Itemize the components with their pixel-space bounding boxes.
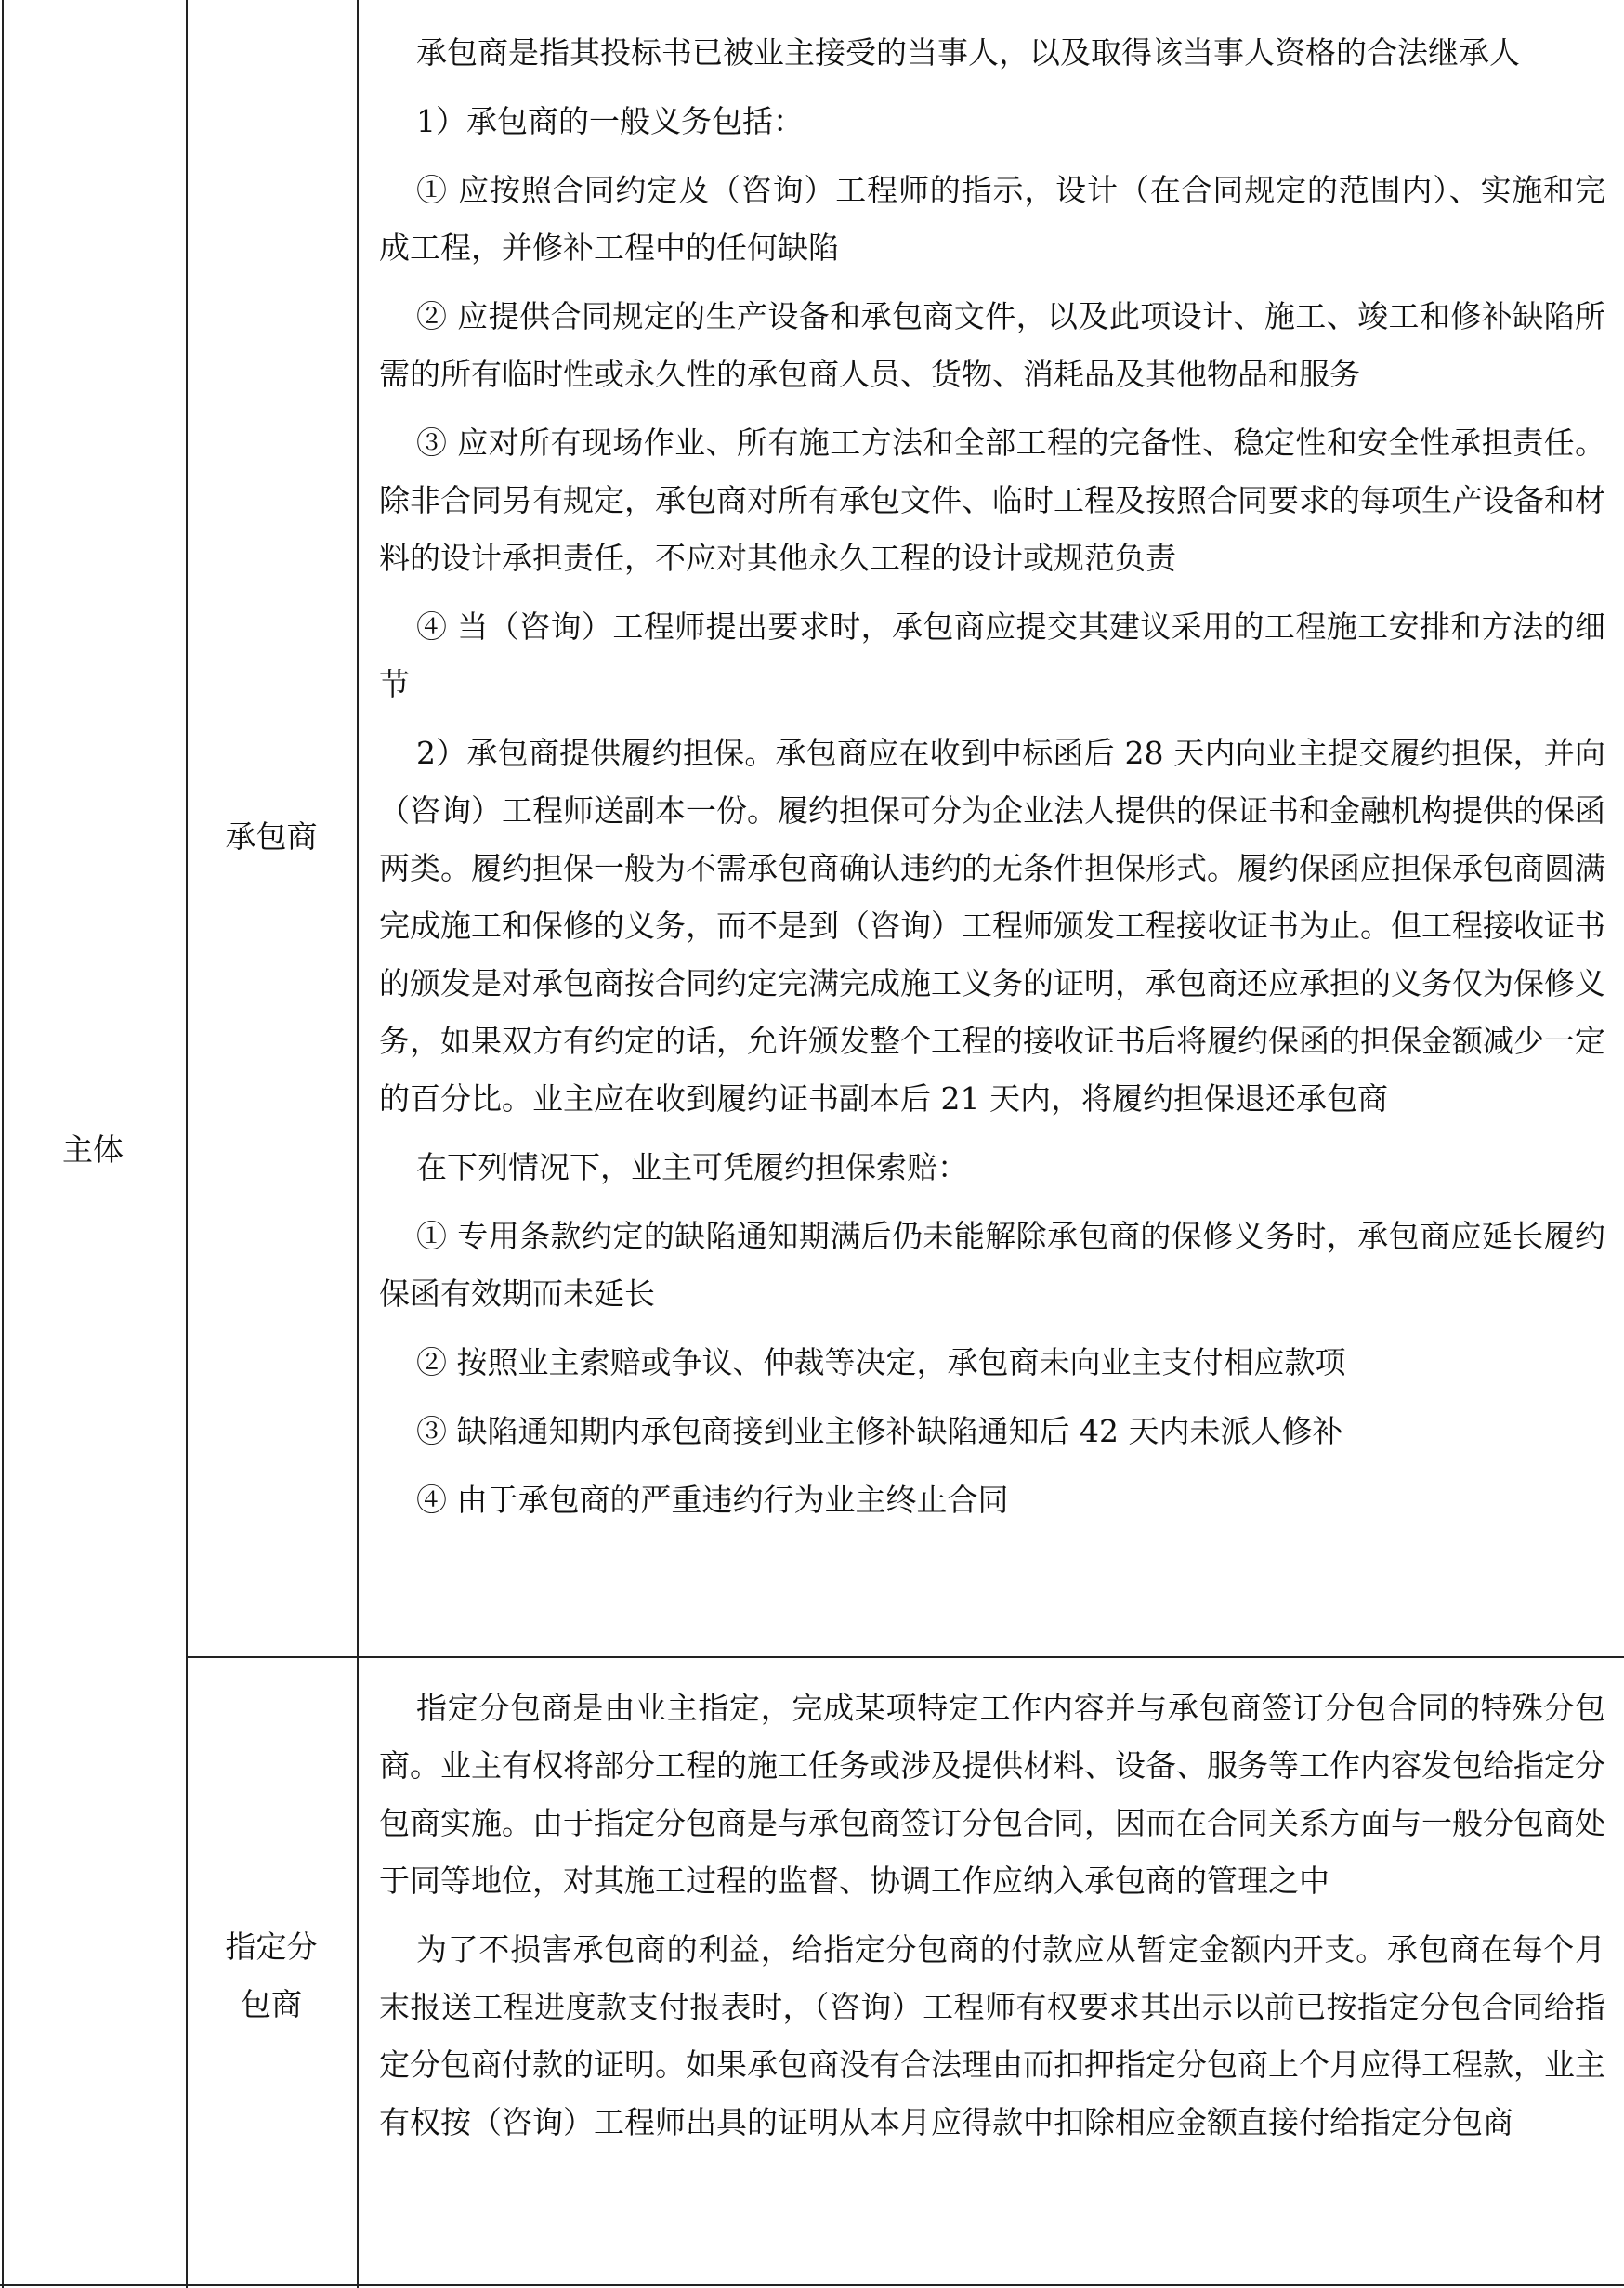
nominated-subcontractor-label: 指定分包商 [225,1928,318,2022]
paragraph: 2）承包商提供履约担保。承包商应在收到中标函后 28 天内向业主提交履约担保，并向（咨询）工程师送副本一份。履约担保可分为企业法人提供的保证书和金融机构提供的保函两类。履约担保一般为不需承包商确认违约的无条件担保形式。履约保函应担保承包商圆满完成施工和保修的义务，而不是到（咨询）工程师颁发工程接收证书为止。但工程接收证书的颁发是对承包商按合同约定完满完成施工义务的证明，承包商还应承担的义务仅为保修义务，如果双方有约定的话，允许颁发整个工程的接收证书后将履约保函的担保金额减少一定的百分比。业主应在收到履约证书副本后 21 天内，将履约担保退还承包商 [379,735,1605,1117]
paragraph: 为了不损害承包商的利益，给指定分包商的付款应从暂定金额内开支。承包商在每个月末报送工程进度款支付报表时，（咨询）工程师有权要求其出示以前已按指定分包合同给指定分包商付款的证明。如果承包商没有合法理由而扣押指定分包商上个月应得工程款，业主有权按（咨询）工程师出具的证明从本月应得款中扣除相应金额直接付给指定分包商 [379,1931,1605,2140]
paragraph: ① 应按照合同约定及（咨询）工程师的指示，设计（在合同规定的范围内）、实施和完成工程，并修补工程中的任何缺陷 [379,172,1605,266]
column1-label: 主体 [62,1131,124,1168]
nominated-subcontractor-content [379,1680,1605,2163]
column-divider-2 [357,0,359,2288]
table-bottom-border [0,2284,1624,2286]
paragraph: ② 按照业主索赔或争议、仲裁等决定，承包商未向业主支付相应款项 [416,1344,1346,1380]
paragraph: 1）承包商的一般义务包括： [416,103,804,139]
row-divider [186,1656,1624,1658]
paragraph: ④ 当（咨询）工程师提出要求时，承包商应提交其建议采用的工程施工安排和方法的细节 [379,608,1605,702]
column-divider-1 [186,0,188,2288]
paragraph: ③ 缺陷通知期内承包商接到业主修补缺陷通知后 42 天内未派人修补 [416,1413,1343,1449]
paragraph: 在下列情况下，业主可凭履约担保索赔： [416,1149,968,1185]
paragraph: ③ 应对所有现场作业、所有施工方法和全部工程的完备性、稳定性和安全性承担责任。除非合同另有规定，承包商对所有承包文件、临时工程及按照合同要求的每项生产设备和材料的设计承担责任，不应对其他永久工程的设计或规范负责 [379,425,1605,576]
paragraph: ① 专用条款约定的缺陷通知期满后仍未能解除承包商的保修义务时，承包商应延长履约保函有效期而未延长 [379,1218,1605,1312]
paragraph: 承包商是指其投标书已被业主接受的当事人，以及取得该当事人资格的合法继承人 [416,34,1520,71]
paragraph: 指定分包商是由业主指定，完成某项特定工作内容并与承包商签订分包合同的特殊分包商。业主有权将部分工程的施工任务或涉及提供材料、设备、服务等工作内容发包给指定分包商实施。由于指定分包商是与承包商签订分包合同，因而在合同关系方面与一般分包商处于同等地位，对其施工过程的监督、协调工作应纳入承包商的管理之中 [379,1690,1605,1899]
contractor-label: 承包商 [225,818,318,855]
paragraph: ② 应提供合同规定的生产设备和承包商文件，以及此项设计、施工、竣工和修补缺陷所需的所有临时性或永久性的承包商人员、货物、消耗品及其他物品和服务 [379,298,1605,392]
contractor-content [379,24,1605,1540]
paragraph: ④ 由于承包商的严重违约行为业主终止合同 [416,1482,1009,1518]
